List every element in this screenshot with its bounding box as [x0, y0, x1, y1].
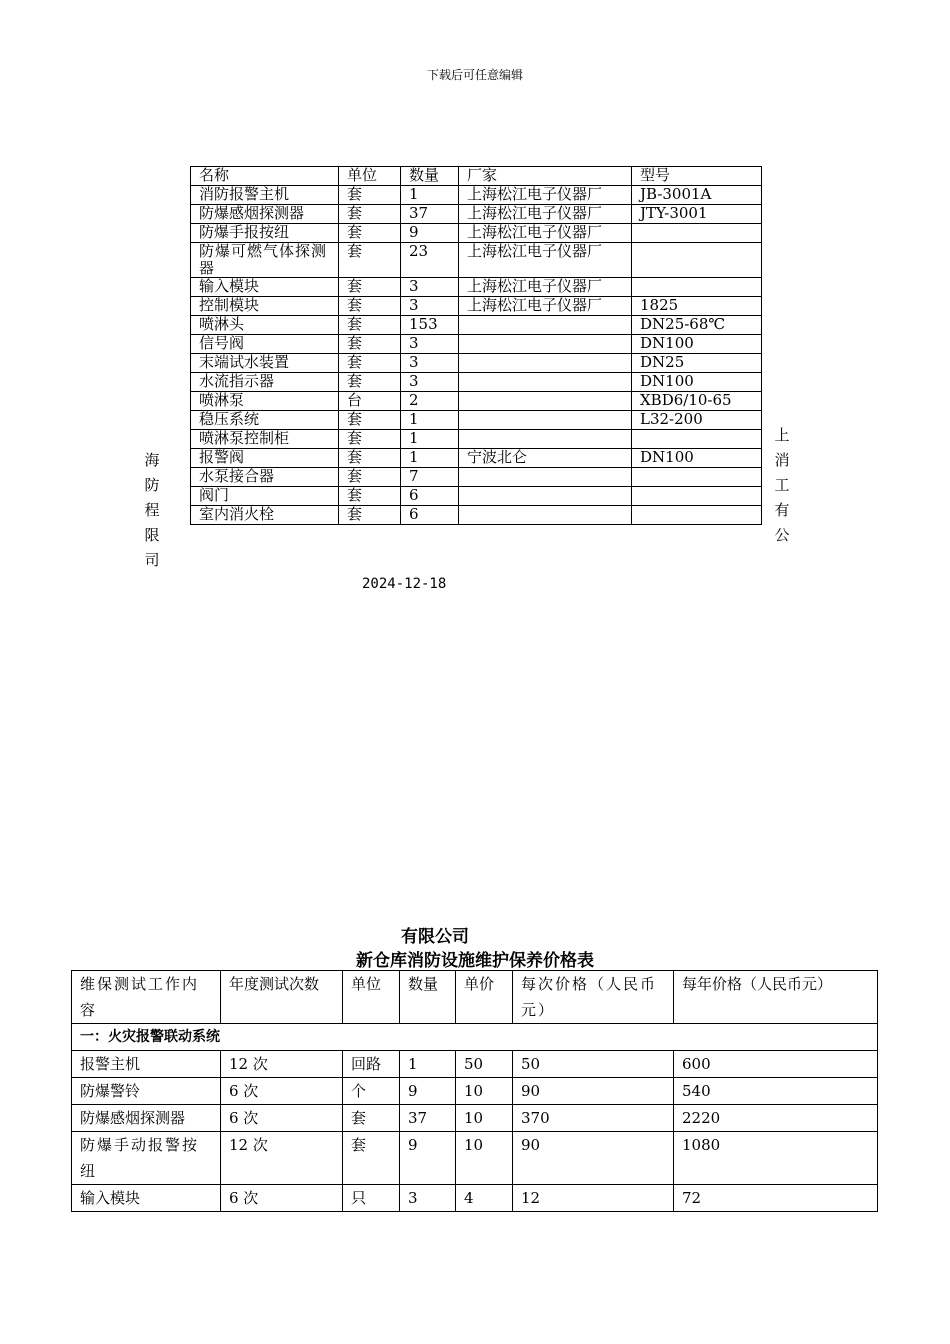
table-row [72, 1132, 878, 1185]
table-cell: 输入模块 [191, 278, 339, 297]
table-cell: 23 [401, 243, 459, 278]
table-cell: 1 [401, 449, 459, 468]
table-cell: 套 [343, 1105, 400, 1132]
table-cell [459, 411, 632, 430]
vertical-char: 有 [774, 501, 790, 519]
table-cell: 2220 [674, 1105, 878, 1132]
vertical-char: 上 [774, 426, 790, 444]
table-cell: 回路 [343, 1051, 400, 1078]
left-vertical-text [142, 448, 162, 573]
table-cell: 90 [513, 1078, 674, 1105]
table-cell [459, 316, 632, 335]
table-cell [459, 392, 632, 411]
table-row [72, 1185, 878, 1212]
table-cell: 上海松江电子仪器厂 [459, 297, 632, 316]
table-cell: 6 次 [221, 1185, 343, 1212]
table-cell: 套 [339, 335, 401, 354]
table-cell: 单位 [343, 971, 400, 1024]
table-cell: 4 [456, 1185, 513, 1212]
table-cell: 2 [401, 392, 459, 411]
table-cell: 10 [456, 1132, 513, 1185]
table-cell: 套 [339, 224, 401, 243]
table-cell: 控制模块 [191, 297, 339, 316]
table-row [191, 487, 762, 506]
table-cell: 1 [401, 430, 459, 449]
table-cell: 消防报警主机 [191, 186, 339, 205]
table-cell: 防爆手报按纽 [191, 224, 339, 243]
table-cell: 套 [339, 487, 401, 506]
header-note: 下载后可任意编辑 [426, 68, 523, 82]
table-cell: DN25-68℃ [632, 316, 762, 335]
table-cell: 水流指示器 [191, 373, 339, 392]
table-cell: 维保测试工作内容 [72, 971, 221, 1024]
table-cell: 6 次 [221, 1105, 343, 1132]
table-cell: DN100 [632, 373, 762, 392]
table-cell: 套 [339, 430, 401, 449]
table-cell: 数量 [400, 971, 456, 1024]
table-cell: 数量 [401, 167, 459, 186]
table-cell: 37 [401, 205, 459, 224]
table-row [191, 354, 762, 373]
vertical-char: 程 [144, 501, 160, 519]
table-cell: 3 [401, 354, 459, 373]
table-cell: 报警阀 [191, 449, 339, 468]
table-cell: 3 [400, 1185, 456, 1212]
table-cell: 宁波北仑 [459, 449, 632, 468]
table-cell: JTY-3001 [632, 205, 762, 224]
table-row [72, 1051, 878, 1078]
table-cell: 153 [401, 316, 459, 335]
table-cell: 名称 [191, 167, 339, 186]
table-cell: 1825 [632, 297, 762, 316]
table-row [191, 373, 762, 392]
table-row [72, 1105, 878, 1132]
table-cell [459, 468, 632, 487]
table-cell: 每次价格（人民币元） [513, 971, 674, 1024]
table-cell: 只 [343, 1185, 400, 1212]
table-cell: 6 次 [221, 1078, 343, 1105]
table-cell: 型号 [632, 167, 762, 186]
table-cell [632, 224, 762, 243]
table-cell: 6 [401, 506, 459, 525]
table-cell: 1 [400, 1051, 456, 1078]
price-table-title: 新仓库消防设施维护保养价格表 [356, 951, 594, 971]
table-cell: 上海松江电子仪器厂 [459, 186, 632, 205]
table-row [191, 297, 762, 316]
table-cell: 套 [339, 186, 401, 205]
table-cell [632, 278, 762, 297]
table-cell [632, 430, 762, 449]
table-cell: 输入模块 [72, 1185, 221, 1212]
table-cell: 防爆感烟探测器 [191, 205, 339, 224]
table-cell: 喷淋泵控制柜 [191, 430, 339, 449]
date-text: 2024-12-18 [362, 576, 447, 592]
table-cell: 37 [400, 1105, 456, 1132]
section-title: 一：火灾报警联动系统 [72, 1024, 878, 1051]
table-cell: 3 [401, 335, 459, 354]
table-cell: 上海松江电子仪器厂 [459, 243, 632, 278]
table-cell: 阀门 [191, 487, 339, 506]
table-cell: 72 [674, 1185, 878, 1212]
table-cell: 9 [400, 1132, 456, 1185]
table-cell: 3 [401, 297, 459, 316]
table-row [191, 316, 762, 335]
table-cell: 12 次 [221, 1132, 343, 1185]
vertical-char: 防 [144, 476, 160, 494]
table-cell: 单位 [339, 167, 401, 186]
table-cell: 防爆可燃气体探测器 [191, 243, 339, 278]
table-cell: 室内消火栓 [191, 506, 339, 525]
table-cell: 套 [339, 468, 401, 487]
table-cell: 防爆感烟探测器 [72, 1105, 221, 1132]
table-cell [632, 506, 762, 525]
table-cell [459, 335, 632, 354]
table-cell: 个 [343, 1078, 400, 1105]
equipment-table [190, 166, 762, 525]
table-cell: 套 [339, 297, 401, 316]
table-row [191, 278, 762, 297]
table-cell: 3 [401, 373, 459, 392]
table-cell: 7 [401, 468, 459, 487]
table-cell: 末端试水装置 [191, 354, 339, 373]
table-row [191, 506, 762, 525]
table-cell: 10 [456, 1078, 513, 1105]
table-cell: 套 [339, 243, 401, 278]
table-row [191, 243, 762, 278]
table-cell: 喷淋泵 [191, 392, 339, 411]
table-cell: 厂家 [459, 167, 632, 186]
table-cell [632, 243, 762, 278]
table-row [191, 392, 762, 411]
table-cell: 台 [339, 392, 401, 411]
table-cell: 600 [674, 1051, 878, 1078]
table-cell: 9 [400, 1078, 456, 1105]
table-cell: 套 [339, 373, 401, 392]
section-row [72, 1024, 878, 1051]
right-vertical-text [772, 423, 792, 548]
table-cell: 稳压系统 [191, 411, 339, 430]
vertical-char: 消 [774, 451, 790, 469]
table-row [72, 1078, 878, 1105]
table-cell: 上海松江电子仪器厂 [459, 205, 632, 224]
table-cell: 上海松江电子仪器厂 [459, 224, 632, 243]
table-row [191, 335, 762, 354]
table-cell: 防爆手动报警按纽 [72, 1132, 221, 1185]
table-cell: 370 [513, 1105, 674, 1132]
vertical-char: 工 [774, 476, 790, 494]
table-cell [459, 373, 632, 392]
table-row [191, 430, 762, 449]
table-cell: 12 次 [221, 1051, 343, 1078]
table-cell: DN100 [632, 335, 762, 354]
table-cell: 6 [401, 487, 459, 506]
price-table [71, 970, 878, 1212]
vertical-char: 公 [774, 526, 790, 544]
vertical-char: 司 [144, 551, 160, 569]
table-cell: 年度测试次数 [221, 971, 343, 1024]
table-cell: 540 [674, 1078, 878, 1105]
table-cell: 50 [456, 1051, 513, 1078]
table-cell [632, 487, 762, 506]
table-cell: JB-3001A [632, 186, 762, 205]
table-cell: 1 [401, 186, 459, 205]
table-cell: 50 [513, 1051, 674, 1078]
table-cell: 防爆警铃 [72, 1078, 221, 1105]
table-cell: 套 [339, 278, 401, 297]
table-cell: 喷淋头 [191, 316, 339, 335]
table-cell: 单价 [456, 971, 513, 1024]
table-cell: L32-200 [632, 411, 762, 430]
table-cell: XBD6/10-65 [632, 392, 762, 411]
table-cell [459, 354, 632, 373]
table-row [191, 186, 762, 205]
table-cell: 90 [513, 1132, 674, 1185]
vertical-char: 限 [144, 526, 160, 544]
table-row [191, 449, 762, 468]
table-cell [459, 506, 632, 525]
table-cell: 套 [339, 449, 401, 468]
table-cell: 3 [401, 278, 459, 297]
table-cell [459, 487, 632, 506]
table-cell: 套 [343, 1132, 400, 1185]
table-cell: 1080 [674, 1132, 878, 1185]
table-cell: 水泵接合器 [191, 468, 339, 487]
table-cell: 套 [339, 316, 401, 335]
table-cell: 套 [339, 354, 401, 373]
table-cell: 套 [339, 506, 401, 525]
table-cell: 9 [401, 224, 459, 243]
table-cell: 上海松江电子仪器厂 [459, 278, 632, 297]
table-cell: 信号阀 [191, 335, 339, 354]
table-header-row [191, 167, 762, 186]
table-cell: DN100 [632, 449, 762, 468]
table-header-row [72, 971, 878, 1024]
table-row [191, 468, 762, 487]
table-cell: 12 [513, 1185, 674, 1212]
table-row [191, 224, 762, 243]
table-cell: 报警主机 [72, 1051, 221, 1078]
table-cell: DN25 [632, 354, 762, 373]
table-cell: 套 [339, 205, 401, 224]
table-row [191, 411, 762, 430]
table-cell: 套 [339, 411, 401, 430]
company-title: 有限公司 [401, 927, 469, 947]
vertical-char: 海 [144, 451, 160, 469]
table-cell: 10 [456, 1105, 513, 1132]
table-row [191, 205, 762, 224]
table-cell: 1 [401, 411, 459, 430]
table-cell [459, 430, 632, 449]
table-cell [632, 468, 762, 487]
table-cell: 每年价格（人民币元） [674, 971, 878, 1024]
